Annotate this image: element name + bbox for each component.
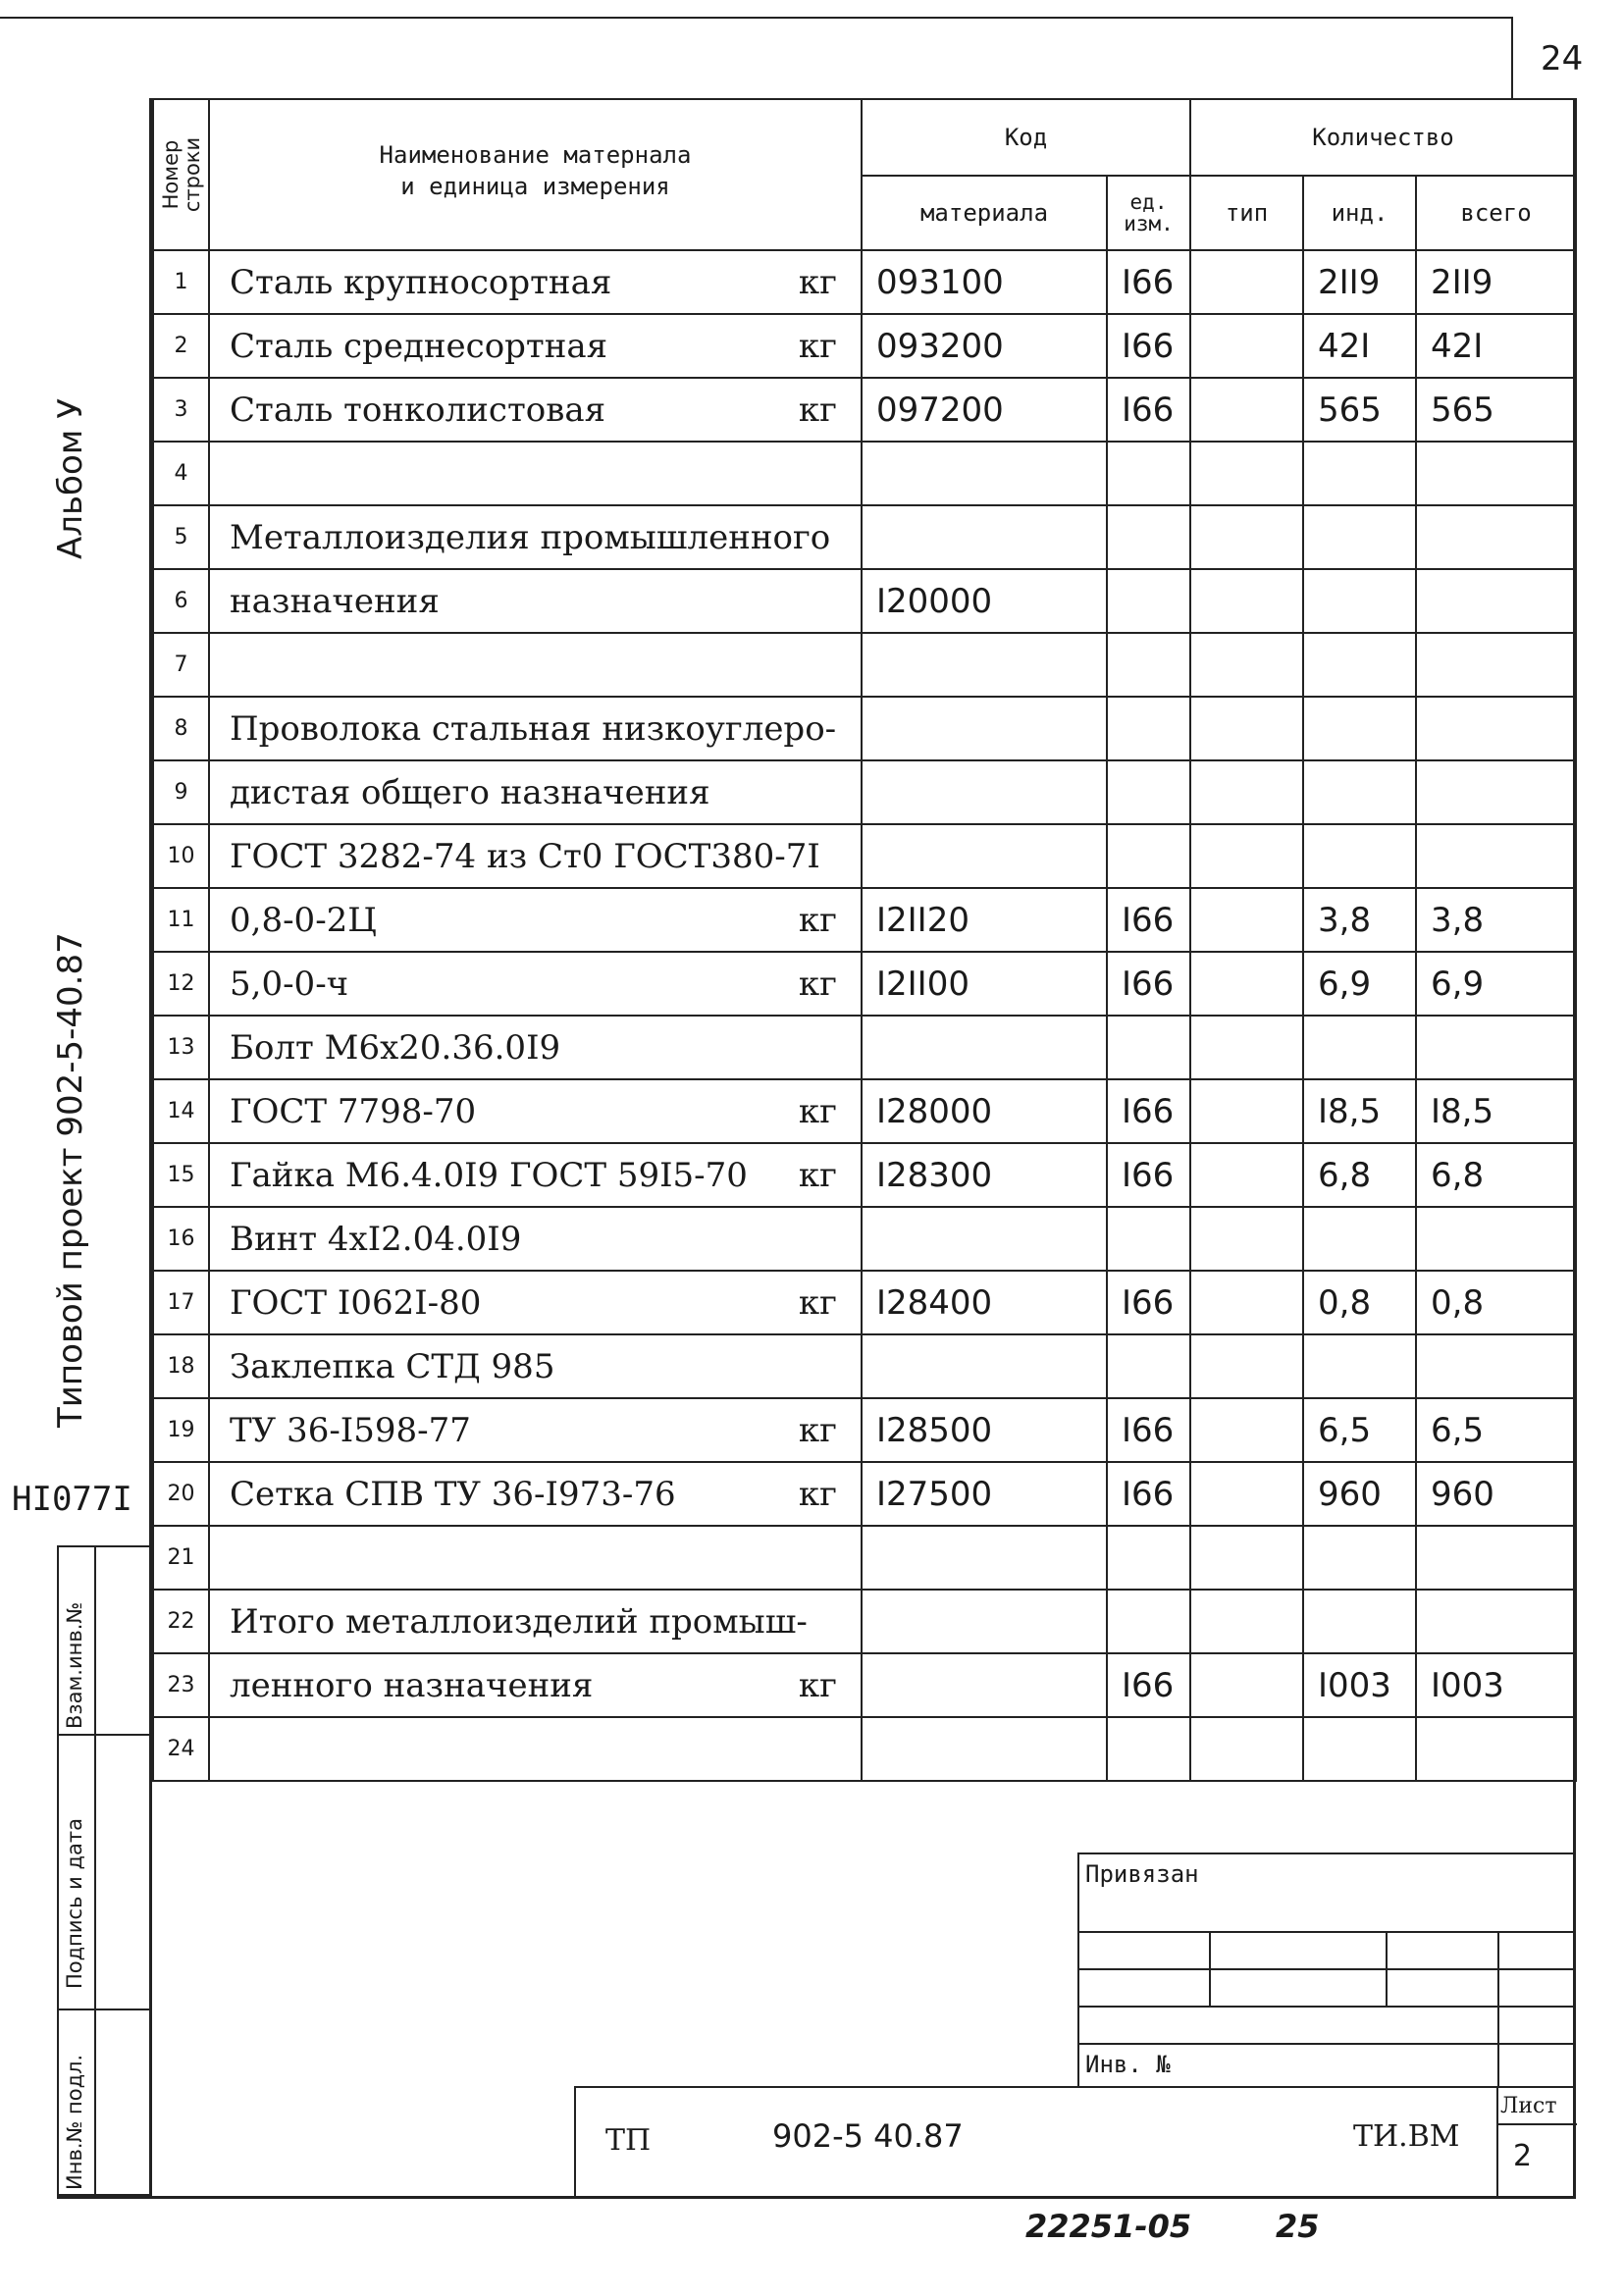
qty-type-cell <box>1190 1207 1303 1271</box>
unit-code-cell <box>1107 1016 1190 1079</box>
project-label: Типовой проект 902-5-40.87 <box>51 932 90 1428</box>
qty-ind-cell: I003 <box>1303 1653 1416 1717</box>
name-header-line1: Наименование матернала <box>379 141 692 169</box>
material-name-cell <box>209 1207 862 1271</box>
qty-ind-cell <box>1303 569 1416 633</box>
unit-text: кг <box>798 262 837 302</box>
qty-total-cell: 565 <box>1416 378 1576 442</box>
privyazan-hline4 <box>1079 2043 1576 2045</box>
material-name-cell <box>209 1590 862 1653</box>
material-name-text: Сталь среднесортная <box>230 326 608 366</box>
qty-type-cell <box>1190 505 1303 569</box>
row-number-cell: 4 <box>153 442 209 505</box>
row-number-cell: 21 <box>153 1526 209 1590</box>
qty-ind-cell <box>1303 1526 1416 1590</box>
material-code-cell <box>862 697 1107 760</box>
unit-code-cell: I66 <box>1107 1653 1190 1717</box>
row-number-cell: 19 <box>153 1398 209 1462</box>
material-name-cell <box>209 1717 862 1781</box>
row-number-cell: 7 <box>153 633 209 697</box>
unit-code-cell <box>1107 697 1190 760</box>
unit-code-cell <box>1107 569 1190 633</box>
qty-ind-cell <box>1303 824 1416 888</box>
page-number: 24 <box>1541 39 1584 78</box>
unit-text: кг <box>798 1474 837 1514</box>
qty-ind-cell <box>1303 1717 1416 1781</box>
material-name-cell <box>209 888 862 952</box>
material-code-cell <box>862 1334 1107 1398</box>
material-name-text: назначения <box>230 581 440 621</box>
row-number-cell: 18 <box>153 1334 209 1398</box>
table-body <box>153 250 1576 1781</box>
unit-code-cell <box>1107 824 1190 888</box>
top-border-line <box>0 17 1511 19</box>
header-row-1 <box>153 99 1576 176</box>
material-name-text: ТУ 36-I598-77 <box>230 1410 471 1450</box>
material-name-text: Итого металлоизделий промыш- <box>230 1601 808 1642</box>
privyazan-hline3 <box>1079 2006 1576 2008</box>
top-right-vertical <box>1511 17 1513 98</box>
table-row <box>153 633 1576 697</box>
material-name-text: Сталь тонколистовая <box>230 390 606 430</box>
unit-code-cell <box>1107 633 1190 697</box>
qty-type-cell <box>1190 1398 1303 1462</box>
unit-code-cell <box>1107 442 1190 505</box>
row-number-cell: 2 <box>153 314 209 378</box>
qty-type-cell <box>1190 1462 1303 1526</box>
qty-ind-cell <box>1303 697 1416 760</box>
signature-date-label: Подпись и дата <box>63 1818 86 1989</box>
designation-label: 902-5 40.87 <box>772 2117 964 2155</box>
material-code-cell: I2II00 <box>862 952 1107 1016</box>
qty-total-cell: 2II9 <box>1416 250 1576 314</box>
material-name-cell <box>209 1016 862 1079</box>
material-code-cell: I28400 <box>862 1271 1107 1334</box>
material-code-cell: I28300 <box>862 1143 1107 1207</box>
material-code-cell: I20000 <box>862 569 1107 633</box>
material-name-cell <box>209 760 862 824</box>
material-name-cell <box>209 314 862 378</box>
qty-total-cell <box>1416 1590 1576 1653</box>
material-name-cell <box>209 633 862 697</box>
qty-type-cell <box>1190 1016 1303 1079</box>
qty-type-cell <box>1190 1653 1303 1717</box>
qty-ind-cell <box>1303 505 1416 569</box>
table-row <box>153 952 1576 1016</box>
margin-stamp-hline1 <box>59 1734 151 1736</box>
table-row <box>153 888 1576 952</box>
album-label: Альбом У <box>51 398 90 559</box>
qty-ind-cell: 42I <box>1303 314 1416 378</box>
qty-ind-cell <box>1303 1207 1416 1271</box>
table-row <box>153 1526 1576 1590</box>
qty-total-header: всего <box>1416 176 1576 250</box>
handwritten-number: 22251-05 <box>1025 2208 1192 2245</box>
material-name-cell <box>209 1143 862 1207</box>
qty-total-cell <box>1416 824 1576 888</box>
qty-ind-cell: 0,8 <box>1303 1271 1416 1334</box>
qty-total-cell: I003 <box>1416 1653 1576 1717</box>
unit-code-cell: I66 <box>1107 1271 1190 1334</box>
row-number-cell: 10 <box>153 824 209 888</box>
unit-text: кг <box>798 900 837 940</box>
qty-ind-cell <box>1303 760 1416 824</box>
unit-code-cell <box>1107 1526 1190 1590</box>
material-code-cell: 097200 <box>862 378 1107 442</box>
unit-code-cell <box>1107 1717 1190 1781</box>
row-number-cell: 22 <box>153 1590 209 1653</box>
title-block-sheet-hline <box>1496 2123 1577 2125</box>
unit-text: кг <box>798 1091 837 1131</box>
qty-total-cell <box>1416 1526 1576 1590</box>
table-row <box>153 760 1576 824</box>
material-code-cell <box>862 1207 1107 1271</box>
inventory-code: HI077I <box>12 1480 132 1519</box>
qty-type-cell <box>1190 1143 1303 1207</box>
qty-ind-cell <box>1303 1590 1416 1653</box>
unit-text: кг <box>798 1410 837 1450</box>
unit-text: кг <box>798 1282 837 1323</box>
material-name-cell <box>209 505 862 569</box>
row-number-cell: 12 <box>153 952 209 1016</box>
qty-total-cell <box>1416 760 1576 824</box>
material-name-text: 0,8-0-2Ц <box>230 900 377 940</box>
row-number-cell: 20 <box>153 1462 209 1526</box>
qty-type-cell <box>1190 1526 1303 1590</box>
material-name-text: ленного назначения <box>230 1665 594 1705</box>
table-row <box>153 442 1576 505</box>
unit-code-cell: I66 <box>1107 1143 1190 1207</box>
table-row <box>153 1590 1576 1653</box>
qty-type-cell <box>1190 824 1303 888</box>
row-number-cell: 15 <box>153 1143 209 1207</box>
table-row <box>153 1143 1576 1207</box>
qty-total-cell <box>1416 1207 1576 1271</box>
qty-ind-cell <box>1303 1016 1416 1079</box>
qty-total-cell <box>1416 1717 1576 1781</box>
unit-code-cell: I66 <box>1107 314 1190 378</box>
material-name-text: Гайка М6.4.0I9 ГОСТ 59I5-70 <box>230 1155 748 1195</box>
qty-type-cell <box>1190 633 1303 697</box>
qty-total-cell: 960 <box>1416 1462 1576 1526</box>
qty-total-cell <box>1416 569 1576 633</box>
material-code-cell <box>862 1653 1107 1717</box>
sheet-value: 2 <box>1513 2139 1533 2173</box>
material-code-cell: I28000 <box>862 1079 1107 1143</box>
material-name-text: дистая общего назначения <box>230 772 710 812</box>
material-code-cell <box>862 824 1107 888</box>
qty-type-cell <box>1190 442 1303 505</box>
material-name-text: Болт М6х20.36.0I9 <box>230 1027 561 1068</box>
unit-text: кг <box>798 326 837 366</box>
inv-podl-label: Инв.№ подл. <box>63 2054 86 2190</box>
row-number-cell: 1 <box>153 250 209 314</box>
privyazan-vline3 <box>1497 1931 1499 2088</box>
material-name-cell <box>209 952 862 1016</box>
qty-total-cell <box>1416 697 1576 760</box>
material-name-cell <box>209 1526 862 1590</box>
material-code-cell <box>862 505 1107 569</box>
table-row <box>153 1016 1576 1079</box>
row-number-cell: 23 <box>153 1653 209 1717</box>
unit-text: кг <box>798 1665 837 1705</box>
qty-type-cell <box>1190 1717 1303 1781</box>
unit-code-cell: I66 <box>1107 888 1190 952</box>
row-number-cell: 3 <box>153 378 209 442</box>
table-row <box>153 1653 1576 1717</box>
material-code-cell: 093100 <box>862 250 1107 314</box>
table-row <box>153 569 1576 633</box>
material-name-text: ГОСТ 7798-70 <box>230 1091 477 1131</box>
row-number-cell: 11 <box>153 888 209 952</box>
material-code-cell <box>862 1526 1107 1590</box>
margin-stamp <box>57 1545 149 2196</box>
qty-total-cell: 6,9 <box>1416 952 1576 1016</box>
unit-code-label: ед. изм. <box>1124 190 1174 235</box>
unit-code-cell: I66 <box>1107 1079 1190 1143</box>
material-code-cell: I2II20 <box>862 888 1107 952</box>
qty-ind-cell: 3,8 <box>1303 888 1416 952</box>
qty-type-header: тип <box>1190 176 1303 250</box>
qty-ind-cell: 6,9 <box>1303 952 1416 1016</box>
material-name-cell <box>209 378 862 442</box>
material-name-cell <box>209 442 862 505</box>
unit-text: кг <box>798 964 837 1004</box>
qty-total-cell: 6,8 <box>1416 1143 1576 1207</box>
qty-total-cell: 3,8 <box>1416 888 1576 952</box>
material-name-cell <box>209 1271 862 1334</box>
row-number-cell: 13 <box>153 1016 209 1079</box>
privyazan-label: Привязан <box>1085 1860 1199 1888</box>
table-row <box>153 250 1576 314</box>
material-name-cell <box>209 1079 862 1143</box>
unit-code-cell <box>1107 1207 1190 1271</box>
material-name-text: Металлоизделия промышленного <box>230 517 831 557</box>
table-row <box>153 1717 1576 1781</box>
qty-type-cell <box>1190 1271 1303 1334</box>
material-name-cell <box>209 824 862 888</box>
material-name-text: Проволока стальная низкоуглеро- <box>230 708 837 749</box>
qty-ind-cell: 565 <box>1303 378 1416 442</box>
qty-ind-cell: 6,5 <box>1303 1398 1416 1462</box>
handwritten-page: 25 <box>1276 2208 1320 2245</box>
qty-type-cell <box>1190 1079 1303 1143</box>
unit-code-cell: I66 <box>1107 952 1190 1016</box>
margin-stamp-hline2 <box>59 2009 151 2010</box>
unit-text: кг <box>798 1155 837 1195</box>
table-row <box>153 1079 1576 1143</box>
row-number-cell: 16 <box>153 1207 209 1271</box>
privyazan-vline1 <box>1209 1931 1211 2006</box>
material-code-cell: 093200 <box>862 314 1107 378</box>
material-name-cell <box>209 569 862 633</box>
material-name-cell <box>209 697 862 760</box>
unit-code-cell <box>1107 760 1190 824</box>
material-name-text: ГОСТ I062I-80 <box>230 1282 482 1323</box>
material-name-text: ГОСТ 3282-74 из Ст0 ГОСТ380-7I <box>230 836 820 876</box>
table-row <box>153 1462 1576 1526</box>
qty-type-cell <box>1190 888 1303 952</box>
material-code-cell <box>862 442 1107 505</box>
qty-ind-cell: 2II9 <box>1303 250 1416 314</box>
table-row <box>153 314 1576 378</box>
row-number-cell: 9 <box>153 760 209 824</box>
qty-ind-cell: 960 <box>1303 1462 1416 1526</box>
inv-no-label: Инв. № <box>1085 2051 1171 2078</box>
row-number-cell: 6 <box>153 569 209 633</box>
qty-total-cell <box>1416 1334 1576 1398</box>
table-row <box>153 1398 1576 1462</box>
table-row <box>153 378 1576 442</box>
material-code-cell <box>862 1016 1107 1079</box>
qty-total-cell: 0,8 <box>1416 1271 1576 1334</box>
material-name-text: Сетка СПВ ТУ 36-I973-76 <box>230 1474 676 1514</box>
qty-total-cell <box>1416 505 1576 569</box>
material-code-cell: I27500 <box>862 1462 1107 1526</box>
table-row <box>153 1207 1576 1271</box>
unit-code-cell <box>1107 1590 1190 1653</box>
qty-total-cell: 42I <box>1416 314 1576 378</box>
doc-code-label: ТИ.ВМ <box>1353 2119 1460 2154</box>
unit-text: кг <box>798 390 837 430</box>
material-name-cell <box>209 1398 862 1462</box>
code-group-header: Код <box>862 99 1190 176</box>
row-number-cell: 17 <box>153 1271 209 1334</box>
qty-total-cell <box>1416 1016 1576 1079</box>
row-number-cell: 5 <box>153 505 209 569</box>
qty-ind-cell <box>1303 442 1416 505</box>
unit-code-cell <box>1107 505 1190 569</box>
name-header <box>209 99 862 250</box>
material-name-text: Винт 4хI2.04.0I9 <box>230 1219 522 1259</box>
privyazan-vline2 <box>1386 1931 1388 2006</box>
material-code-header: материала <box>862 176 1107 250</box>
name-header-line2: и единица измерения <box>400 173 670 200</box>
qty-total-cell: 6,5 <box>1416 1398 1576 1462</box>
table-row <box>153 697 1576 760</box>
qty-ind-cell: I8,5 <box>1303 1079 1416 1143</box>
privyazan-hline1 <box>1079 1931 1576 1933</box>
material-code-cell <box>862 760 1107 824</box>
qty-ind-cell <box>1303 1334 1416 1398</box>
material-code-cell <box>862 1717 1107 1781</box>
privyazan-box <box>1077 1852 1576 2088</box>
unit-code-cell: I66 <box>1107 1462 1190 1526</box>
row-number-cell: 24 <box>153 1717 209 1781</box>
unit-code-cell: I66 <box>1107 378 1190 442</box>
qty-type-cell <box>1190 760 1303 824</box>
quantity-group-header: Количество <box>1190 99 1576 176</box>
row-number-cell: 14 <box>153 1079 209 1143</box>
qty-total-cell <box>1416 442 1576 505</box>
unit-code-cell <box>1107 1334 1190 1398</box>
material-code-cell: I28500 <box>862 1398 1107 1462</box>
margin-stamp-divider <box>94 1547 96 2198</box>
row-number-header: Номер строки <box>153 99 209 250</box>
qty-type-cell <box>1190 952 1303 1016</box>
title-block-vline <box>1496 2088 1498 2198</box>
material-name-text: Заклепка СТД 985 <box>230 1346 555 1386</box>
sheet-label: Лист <box>1500 2094 1557 2118</box>
unit-code-header <box>1107 176 1190 250</box>
tp-label: ТП <box>605 2123 652 2158</box>
material-name-cell <box>209 1462 862 1526</box>
material-name-text: 5,0-0-ч <box>230 964 349 1004</box>
table-row <box>153 505 1576 569</box>
table-row <box>153 1334 1576 1398</box>
table-row <box>153 824 1576 888</box>
qty-type-cell <box>1190 250 1303 314</box>
qty-ind-header: инд. <box>1303 176 1416 250</box>
table-row <box>153 1271 1576 1334</box>
specification-table <box>152 98 1577 1782</box>
qty-ind-cell <box>1303 633 1416 697</box>
row-number-cell: 8 <box>153 697 209 760</box>
qty-type-cell <box>1190 314 1303 378</box>
material-name-cell <box>209 1653 862 1717</box>
qty-ind-cell: 6,8 <box>1303 1143 1416 1207</box>
material-code-cell <box>862 633 1107 697</box>
qty-total-cell: I8,5 <box>1416 1079 1576 1143</box>
qty-type-cell <box>1190 1334 1303 1398</box>
unit-code-cell: I66 <box>1107 1398 1190 1462</box>
material-code-cell <box>862 1590 1107 1653</box>
material-name-cell <box>209 250 862 314</box>
qty-total-cell <box>1416 633 1576 697</box>
qty-type-cell <box>1190 1590 1303 1653</box>
vzam-inv-label: Взам.инв.№ <box>63 1601 86 1729</box>
material-name-text: Сталь крупносортная <box>230 262 612 302</box>
qty-type-cell <box>1190 697 1303 760</box>
title-block <box>574 2086 1576 2198</box>
material-name-cell <box>209 1334 862 1398</box>
privyazan-hline2 <box>1079 1968 1576 1970</box>
unit-code-cell: I66 <box>1107 250 1190 314</box>
qty-type-cell <box>1190 378 1303 442</box>
qty-type-cell <box>1190 569 1303 633</box>
